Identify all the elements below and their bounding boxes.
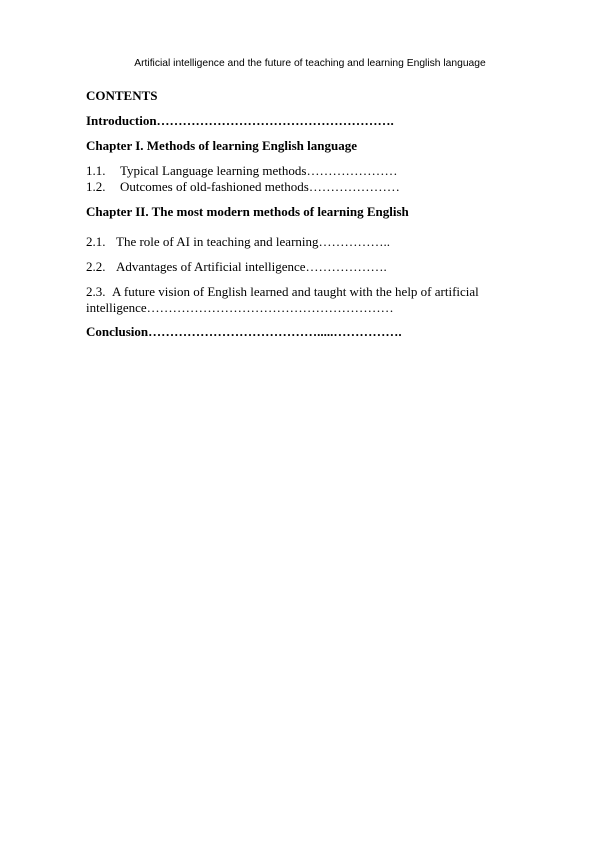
toc-entry-number: 1.2. <box>86 179 106 194</box>
toc-entry-conclusion: Conclusion………………………………….....……………. <box>86 324 402 339</box>
toc-chapter-1-title: Chapter I. Methods of learning English language <box>86 138 357 153</box>
toc-entry-number: 2.1. <box>86 234 106 249</box>
toc-entry-text: Typical Language learning methods………………… <box>120 163 398 178</box>
toc-entry-1-2 <box>86 179 400 195</box>
toc-entry-2-1 <box>86 234 390 250</box>
toc-entry-2-2 <box>86 259 387 275</box>
toc-entry-text: A future vision of English learned and taught with the help of artificial intelligence………………………………………………… <box>86 284 479 315</box>
toc-entry-introduction: Introduction………………………………………………. <box>86 113 394 128</box>
toc-entry-1-1 <box>86 163 397 179</box>
toc-entry-2-3 <box>86 284 526 316</box>
toc-entry-number: 2.2. <box>86 259 106 274</box>
running-header: Artificial intelligence and the future of teaching and learning English language <box>134 58 486 69</box>
toc-entry-text: Advantages of Artificial intelligence………………. <box>116 259 387 274</box>
toc-entry-text: The role of AI in teaching and learning…………….. <box>116 234 391 249</box>
toc-entry-text: Outcomes of old-fashioned methods………………… <box>120 179 400 194</box>
toc-entry-number: 2.3. <box>86 284 106 299</box>
toc-entry-number: 1.1. <box>86 163 106 178</box>
contents-heading: CONTENTS <box>86 88 158 103</box>
toc-chapter-2-title: Chapter II. The most modern methods of learning English <box>86 204 409 219</box>
